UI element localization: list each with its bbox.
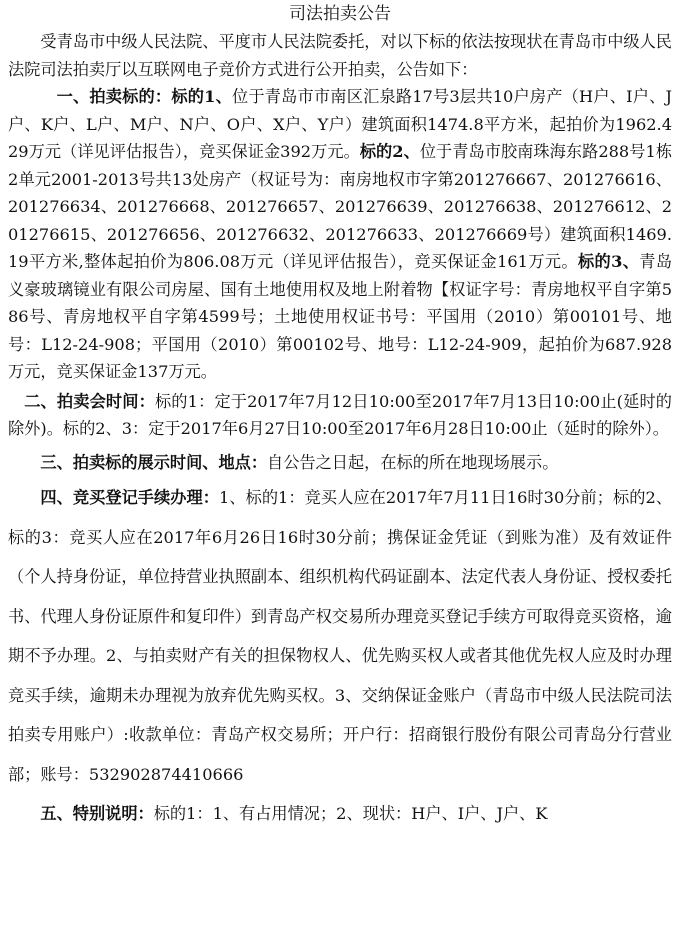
section-3-text: 自公告之日起，在标的所在地现场展示。 xyxy=(267,452,559,472)
intro-paragraph: 受青岛市中级人民法院、平度市人民法院委托，对以下标的依法按现状在青岛市中级人民法院司法拍卖厅以互联网电子竞价方式进行公开拍卖，公告如下： xyxy=(8,32,672,79)
page-title: 司法拍卖公告 xyxy=(289,4,391,24)
lot-1-label: 标的1、 xyxy=(171,87,232,106)
section-5-text: 标的1：1、有占用情况；2、现状：H户、I户、J户、K xyxy=(153,804,548,823)
section-4-heading: 四、竞买登记手续办理： xyxy=(40,488,219,507)
section-2-heading: 二、拍卖会时间： xyxy=(24,391,155,411)
section-1-paragraph xyxy=(8,83,672,386)
section-2-paragraph xyxy=(8,388,672,443)
section-5-heading: 五、特别说明： xyxy=(40,804,154,823)
lot-3-label: 标的3、 xyxy=(577,252,640,271)
section-5-paragraph xyxy=(8,794,672,834)
lot-1-text: 位于青岛市市南区汇泉路17号3层共10户房产（H户、I户、J户、K户、L户、M户、N户、O户、X户、Y户）建筑面积1474.8平方米，起拍价为1962.429万元（详见评估报告），竞买保证金392万元。 xyxy=(8,87,673,161)
section-2-text: 标的1：定于2017年7月12日10:00至2017年7月13日10:00止(延时的除外)。标的2、3：定于2017年6月27日10:00至2017年6月28日10:00止（延时的除外）。 xyxy=(8,391,672,438)
section-3-paragraph xyxy=(8,449,672,477)
section-1-heading: 一、拍卖标的： xyxy=(56,87,172,106)
section-3-heading: 三、拍卖标的展示时间、地点： xyxy=(40,452,268,472)
lot-2-label: 标的2、 xyxy=(359,142,420,161)
section-4-paragraph xyxy=(8,478,672,794)
lot-2-text: 位于青岛市胶南珠海东路288号1栋2单元2001-2013号共13处房产（权证号为：南房地权市字第201276667、201276616、201276634、201276668、201276657、201276639、201276638、201276612、201276615、201276656、201276632、201276633、201276669号）建筑面积1469.19平方米,整体起拍价为806.08万元（详见评估报告），竞买保证金161万元。 xyxy=(8,142,673,271)
section-4-text: 1、标的1：竞买人应在2017年7月11日16时30分前；标的2、标的3：竞买人应在2017年6月26日16时30分前；携保证金凭证（到账为准）及有效证件（个人持身份证，单位持营业执照副本、组织机构代码证副本、法定代表人身份证、授权委托书、代理人身份证原件和复印件）到青岛产权交易所办理竞买登记手续方可取得竞买资格，逾期不予办理。2、与拍卖财产有关的担保物权人、优先购买权人或者其他优先权人应及时办理竞买手续，逾期未办理视为放弃优先购买权。3、交纳保证金账户（青岛市中级人民法院司法拍卖专用账户）:收款单位：青岛产权交易所；开户行：招商银行股份有限公司青岛分行营业部；账号：532902874410666 xyxy=(8,488,673,784)
lot-3-text: 青岛义豪玻璃镜业有限公司房屋、国有土地使用权及地上附着物【权证字号：青房地权平自字第586号、青房地权平自字第4599号；土地使用权证书号：平国用（2010）第00101号、地号：L12-24-908；平国用（2010）第00102号、地号：L12-24-909，起拍价为687.928万元，竞买保证金137万元。 xyxy=(8,252,673,381)
